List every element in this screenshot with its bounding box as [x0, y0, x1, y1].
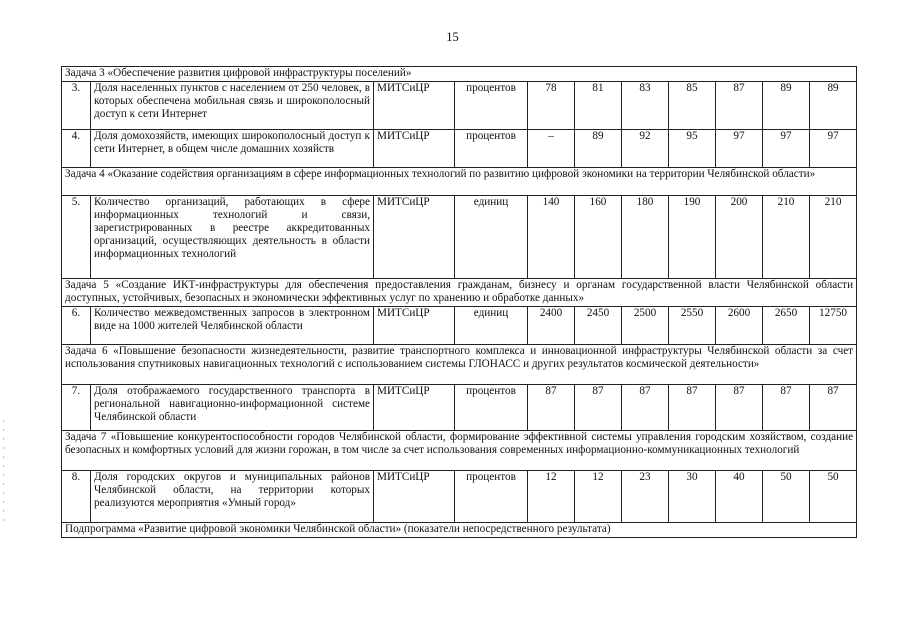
- indicator-value: 12: [575, 471, 622, 523]
- indicator-value: 12750: [810, 307, 857, 345]
- indicator-name: Количество организаций, работающих в сфере информационных технологий и связи, зарегистрированных в реестре аккредитованных организаций, осуществляющих деятельность в области информационных технологий: [91, 196, 374, 279]
- unit-of-measure: процентов: [455, 130, 528, 168]
- table-body: [62, 67, 857, 538]
- responsible-org: МИТСиЦР: [374, 196, 455, 279]
- table-row: [62, 385, 857, 431]
- indicator-value: 97: [716, 130, 763, 168]
- indicator-value: 30: [669, 471, 716, 523]
- row-number: 5.: [62, 196, 91, 279]
- responsible-org: МИТСиЦР: [374, 385, 455, 431]
- table-row: [62, 307, 857, 345]
- table-row: [62, 471, 857, 523]
- row-number: 8.: [62, 471, 91, 523]
- unit-of-measure: процентов: [455, 471, 528, 523]
- indicator-name: Доля городских округов и муниципальных районов Челябинской области, на территории которых реализуются мероприятия «Умный город»: [91, 471, 374, 523]
- indicator-value: 190: [669, 196, 716, 279]
- indicator-value: 140: [528, 196, 575, 279]
- indicator-value: 87: [528, 385, 575, 431]
- indicator-value: 89: [763, 82, 810, 130]
- unit-of-measure: процентов: [455, 82, 528, 130]
- subprogram-row: [62, 523, 857, 538]
- indicator-value: 89: [810, 82, 857, 130]
- responsible-org: МИТСиЦР: [374, 130, 455, 168]
- task-title: Задача 6 «Повышение безопасности жизнедеятельности, развитие транспортного комплекса и инновационной инфраструктуры Челябинской области за счет использования спутниковых навигационных технологий с использованием системы ГЛОНАСС и других результатов космической деятельности»: [62, 345, 857, 385]
- page-number: 15: [446, 30, 459, 44]
- indicator-value: 210: [763, 196, 810, 279]
- indicator-value: 200: [716, 196, 763, 279]
- task-title: Задача 3 «Обеспечение развития цифровой инфраструктуры поселений»: [62, 67, 857, 82]
- indicator-name: Количество межведомственных запросов в электронном виде на 1000 жителей Челябинской области: [91, 307, 374, 345]
- indicator-value: 89: [575, 130, 622, 168]
- unit-of-measure: единиц: [455, 307, 528, 345]
- row-number: 4.: [62, 130, 91, 168]
- indicator-value: 87: [669, 385, 716, 431]
- indicator-value: 2450: [575, 307, 622, 345]
- indicator-name: Доля домохозяйств, имеющих широкополосный доступ к сети Интернет, в общем числе домашних хозяйств: [91, 130, 374, 168]
- indicator-value: 97: [810, 130, 857, 168]
- indicator-value: 87: [575, 385, 622, 431]
- row-number: 3.: [62, 82, 91, 130]
- indicator-value: 2500: [622, 307, 669, 345]
- indicator-value: 87: [763, 385, 810, 431]
- indicators-table: [61, 66, 857, 538]
- responsible-org: МИТСиЦР: [374, 82, 455, 130]
- unit-of-measure: процентов: [455, 385, 528, 431]
- task-title: Задача 7 «Повышение конкурентоспособности городов Челябинской области, формирование эффективной системы управления городским хозяйством, создание безопасных и комфортных условий для жизни горожан, в том числе за счет использования современных информационно-коммуникационных технологий: [62, 431, 857, 471]
- indicator-value: 12: [528, 471, 575, 523]
- subprogram-title: Подпрограмма «Развитие цифровой экономики Челябинской области» (показатели непосредственного результата): [62, 523, 857, 538]
- task-title: Задача 5 «Создание ИКТ-инфраструктуры для обеспечения предоставления гражданам, бизнесу и органам государственной власти Челябинской области доступных, устойчивых, безопасных и экономически эффективных услуг по хранению и обработке данных»: [62, 279, 857, 307]
- indicator-value: –: [528, 130, 575, 168]
- indicator-value: 87: [622, 385, 669, 431]
- indicator-value: 97: [763, 130, 810, 168]
- indicator-value: 40: [716, 471, 763, 523]
- responsible-org: МИТСиЦР: [374, 471, 455, 523]
- table-row: [62, 130, 857, 168]
- indicator-value: 210: [810, 196, 857, 279]
- indicator-value: 87: [810, 385, 857, 431]
- indicator-value: 50: [810, 471, 857, 523]
- row-number: 6.: [62, 307, 91, 345]
- indicator-value: 2550: [669, 307, 716, 345]
- responsible-org: МИТСиЦР: [374, 307, 455, 345]
- indicator-value: 95: [669, 130, 716, 168]
- task-row: [62, 345, 857, 385]
- indicator-value: 87: [716, 385, 763, 431]
- unit-of-measure: единиц: [455, 196, 528, 279]
- indicator-value: 83: [622, 82, 669, 130]
- indicator-value: 92: [622, 130, 669, 168]
- indicator-value: 2400: [528, 307, 575, 345]
- task-row: [62, 279, 857, 307]
- task-row: [62, 67, 857, 82]
- indicator-value: 2650: [763, 307, 810, 345]
- indicator-value: 85: [669, 82, 716, 130]
- indicator-name: Доля отображаемого государственного транспорта в региональной навигационно-информационной системе Челябинской области: [91, 385, 374, 431]
- table-row: [62, 196, 857, 279]
- task-title: Задача 4 «Оказание содействия организациям в сфере информационных технологий по развитию цифровой экономики на территории Челябинской области»: [62, 168, 857, 196]
- indicator-value: 180: [622, 196, 669, 279]
- scan-margin-marks: [3, 420, 7, 620]
- indicator-value: 87: [716, 82, 763, 130]
- indicator-value: 23: [622, 471, 669, 523]
- indicator-value: 2600: [716, 307, 763, 345]
- indicator-value: 78: [528, 82, 575, 130]
- indicator-name: Доля населенных пунктов с населением от 250 человек, в которых обеспечена мобильная связь и широкополосный доступ к сети Интернет: [91, 82, 374, 130]
- row-number: 7.: [62, 385, 91, 431]
- indicator-value: 160: [575, 196, 622, 279]
- task-row: [62, 431, 857, 471]
- indicator-value: 50: [763, 471, 810, 523]
- table-row: [62, 82, 857, 130]
- task-row: [62, 168, 857, 196]
- indicator-value: 81: [575, 82, 622, 130]
